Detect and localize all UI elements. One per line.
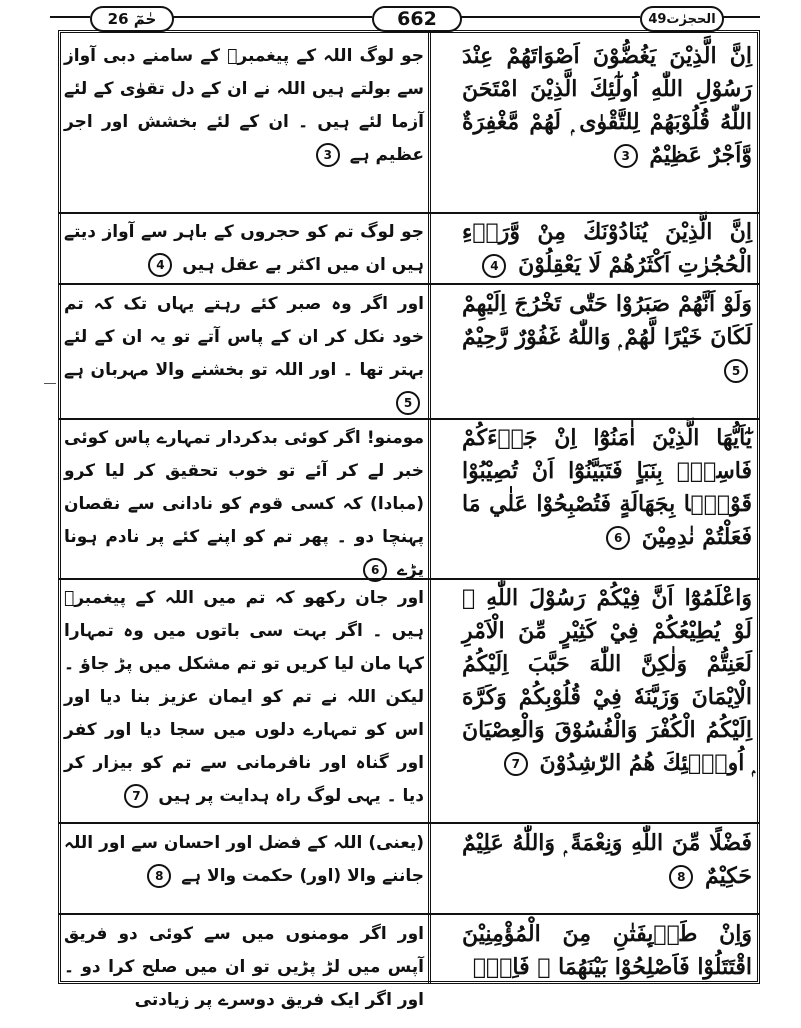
row-separator — [58, 212, 760, 214]
header-rule-left-center — [170, 16, 372, 18]
verse-number-badge: 4 — [482, 254, 506, 278]
urdu-translation-7 — [64, 582, 424, 813]
urdu-text: اور جان رکھو کہ تم میں اللہ کے پیغمبرؐ ہیں ۔ اگر بہت سی باتوں میں وہ تمہارا کہا مان لیا کریں تو تم مشکل میں پڑ جاؤ ۔ لیکن اللہ نے تم کو ایمان عزیز بنا دیا اور اس کو تمہارے دلوں میں سجا دیا اور کفر اور گناہ اور نافرمانی سے تم کو بیزار کر دیا ۔ یہی لوگ راہ ہدایت پر ہیں — [64, 588, 424, 806]
arabic-verse-6 — [462, 422, 752, 554]
verse-number-badge: 4 — [148, 253, 172, 277]
urdu-text: جو لوگ تم کو حجروں کے باہر سے آواز دیتے ہیں ان میں اکثر بے عقل ہیں — [64, 222, 424, 275]
arabic-text: وَلَوْ اَنَّهُمْ صَبَرُوْا حَتّٰى تَخْرُجَ اِلَيْهِمْ لَكَانَ خَيْرًا لَّهُمْ ۭ وَاللّٰهُ غَفُوْرٌ رَّحِيْمٌ — [462, 291, 752, 350]
urdu-translation-8 — [64, 827, 424, 893]
arabic-text: اِنَّ الَّذِيْنَ يَغُضُّوْنَ اَصْوَاتَهُمْ عِنْدَ رَسُوْلِ اللّٰهِ اُولٰٓئِكَ الَّذِيْنَ امْتَحَنَ اللّٰهُ قُلُوْبَهُمْ لِلتَّقْوٰى ۭ لَهُمْ مَّغْفِرَةٌ وَّاَجْرٌ عَظِيْمٌ — [462, 43, 752, 168]
arabic-text: وَاِنْ طَاۗىِٕفَتٰنِ مِنَ الْمُؤْمِنِيْنَ اقْتَتَلُوْا فَاَصْلِحُوْا بَيْنَهُمَا ۚ فَاِنْۢ — [462, 921, 752, 980]
page-number: 662 — [372, 6, 462, 32]
verse-number-badge: 3 — [316, 143, 340, 167]
header-rule-left — [50, 16, 90, 18]
urdu-translation-3 — [64, 40, 424, 172]
surah-label: الحجرٰت49 — [640, 6, 724, 32]
verse-number-badge: 6 — [606, 526, 630, 550]
verse-number-badge: 5 — [396, 391, 420, 415]
verse-number-badge: 3 — [614, 144, 638, 168]
urdu-translation-9 — [64, 918, 424, 1017]
urdu-text: مومنو! اگر کوئی بدکردار تمہارے پاس کوئی خبر لے کر آئے تو خوب تحقیق کر لیا کرو (مبادا) کہ کسی قوم کو نادانی سے نقصان پہنچا دو ۔ پھر تم کو اپنے کئے پر نادم ہونا پڑے — [64, 428, 424, 580]
arabic-text: اِنَّ الَّذِيْنَ يُنَادُوْنَكَ مِنْ وَّرَاۗءِ الْحُجُرٰتِ اَكْثَرُهُمْ لَا يَعْقِلُوْنَ — [462, 219, 752, 278]
header-rule-right-center — [458, 16, 640, 18]
row-separator — [58, 283, 760, 285]
urdu-translation-6 — [64, 422, 424, 587]
arabic-verse-8 — [462, 827, 752, 893]
urdu-text: جو لوگ اللہ کے پیغمبرؐ کے سامنے دبی آواز سے بولتے ہیں اللہ نے ان کے دل تقوٰی کے لئے آزما لئے ہیں ۔ ان کے لئے بخشش اور اجر عظیم ہے — [64, 46, 424, 165]
arabic-text: فَضْلًا مِّنَ اللّٰهِ وَنِعْمَةً ۭ وَاللّٰهُ عَلِيْمٌ حَكِيْمٌ — [462, 830, 752, 889]
verse-number-badge: 7 — [124, 784, 148, 808]
verse-number-badge: 8 — [669, 865, 693, 889]
arabic-verse-9 — [462, 918, 752, 984]
verse-number-badge: 6 — [363, 558, 387, 582]
header-rule-right — [720, 16, 760, 18]
arabic-text: يٰٓاَيُّهَا الَّذِيْنَ اٰمَنُوْٓا اِنْ جَاۗءَكُمْ فَاسِقٌۢ بِنَبَاٍ فَتَبَيَّنُوْٓا اَنْ تُصِيْبُوْا قَوْمًۢا بِجَهَالَةٍ فَتُصْبِحُوْا عَلٰي مَا فَعَلْتُمْ نٰدِمِيْنَ — [462, 425, 752, 550]
verse-number-badge: 7 — [504, 752, 528, 776]
urdu-translation-4 — [64, 216, 424, 282]
urdu-translation-5 — [64, 288, 424, 420]
arabic-verse-7 — [462, 582, 752, 780]
row-separator — [58, 822, 760, 824]
para-label: حٰمٓ 26 — [90, 6, 174, 32]
arabic-verse-5 — [462, 288, 752, 387]
verse-number-badge: 8 — [147, 864, 171, 888]
column-divider — [428, 30, 431, 984]
page-header — [0, 0, 801, 34]
arabic-text: وَاعْلَمُوْٓا اَنَّ فِيْكُمْ رَسُوْلَ اللّٰهِ ۭ لَوْ يُطِيْعُكُمْ فِيْ كَثِيْرٍ مِّنَ الْاَمْرِ لَعَنِتُّمْ وَلٰكِنَّ اللّٰهَ حَبَّبَ اِلَيْكُمُ الْاِيْمَانَ وَزَيَّنَهٗ فِيْ قُلُوْبِكُمْ وَكَرَّهَ اِلَيْكُمُ الْكُفْرَ وَالْفُسُوْقَ وَالْعِصْيَانَ ۭ اُولٰۗئِكَ هُمُ الرّٰشِدُوْنَ — [462, 585, 752, 776]
arabic-verse-3 — [462, 40, 752, 172]
verse-number-badge: 5 — [724, 359, 748, 383]
margin-mark — [44, 383, 56, 384]
urdu-text: (یعنی) اللہ کے فضل اور احسان سے اور اللہ جاننے والا (اور) حکمت والا ہے — [64, 833, 424, 886]
arabic-verse-4 — [462, 216, 752, 282]
urdu-text: اور اگر مومنوں میں سے کوئی دو فریق آپس میں لڑ پڑیں تو ان میں صلح کرا دو ۔ اور اگر ایک فریق دوسرے پر زیادتی — [64, 924, 424, 1010]
urdu-text: اور اگر وہ صبر کئے رہتے یہاں تک کہ تم خود نکل کر ان کے پاس آتے تو یہ ان کے لئے بہتر تھا ۔ اور اللہ تو بخشنے والا مہربان ہے — [64, 294, 424, 380]
row-separator — [58, 913, 760, 915]
